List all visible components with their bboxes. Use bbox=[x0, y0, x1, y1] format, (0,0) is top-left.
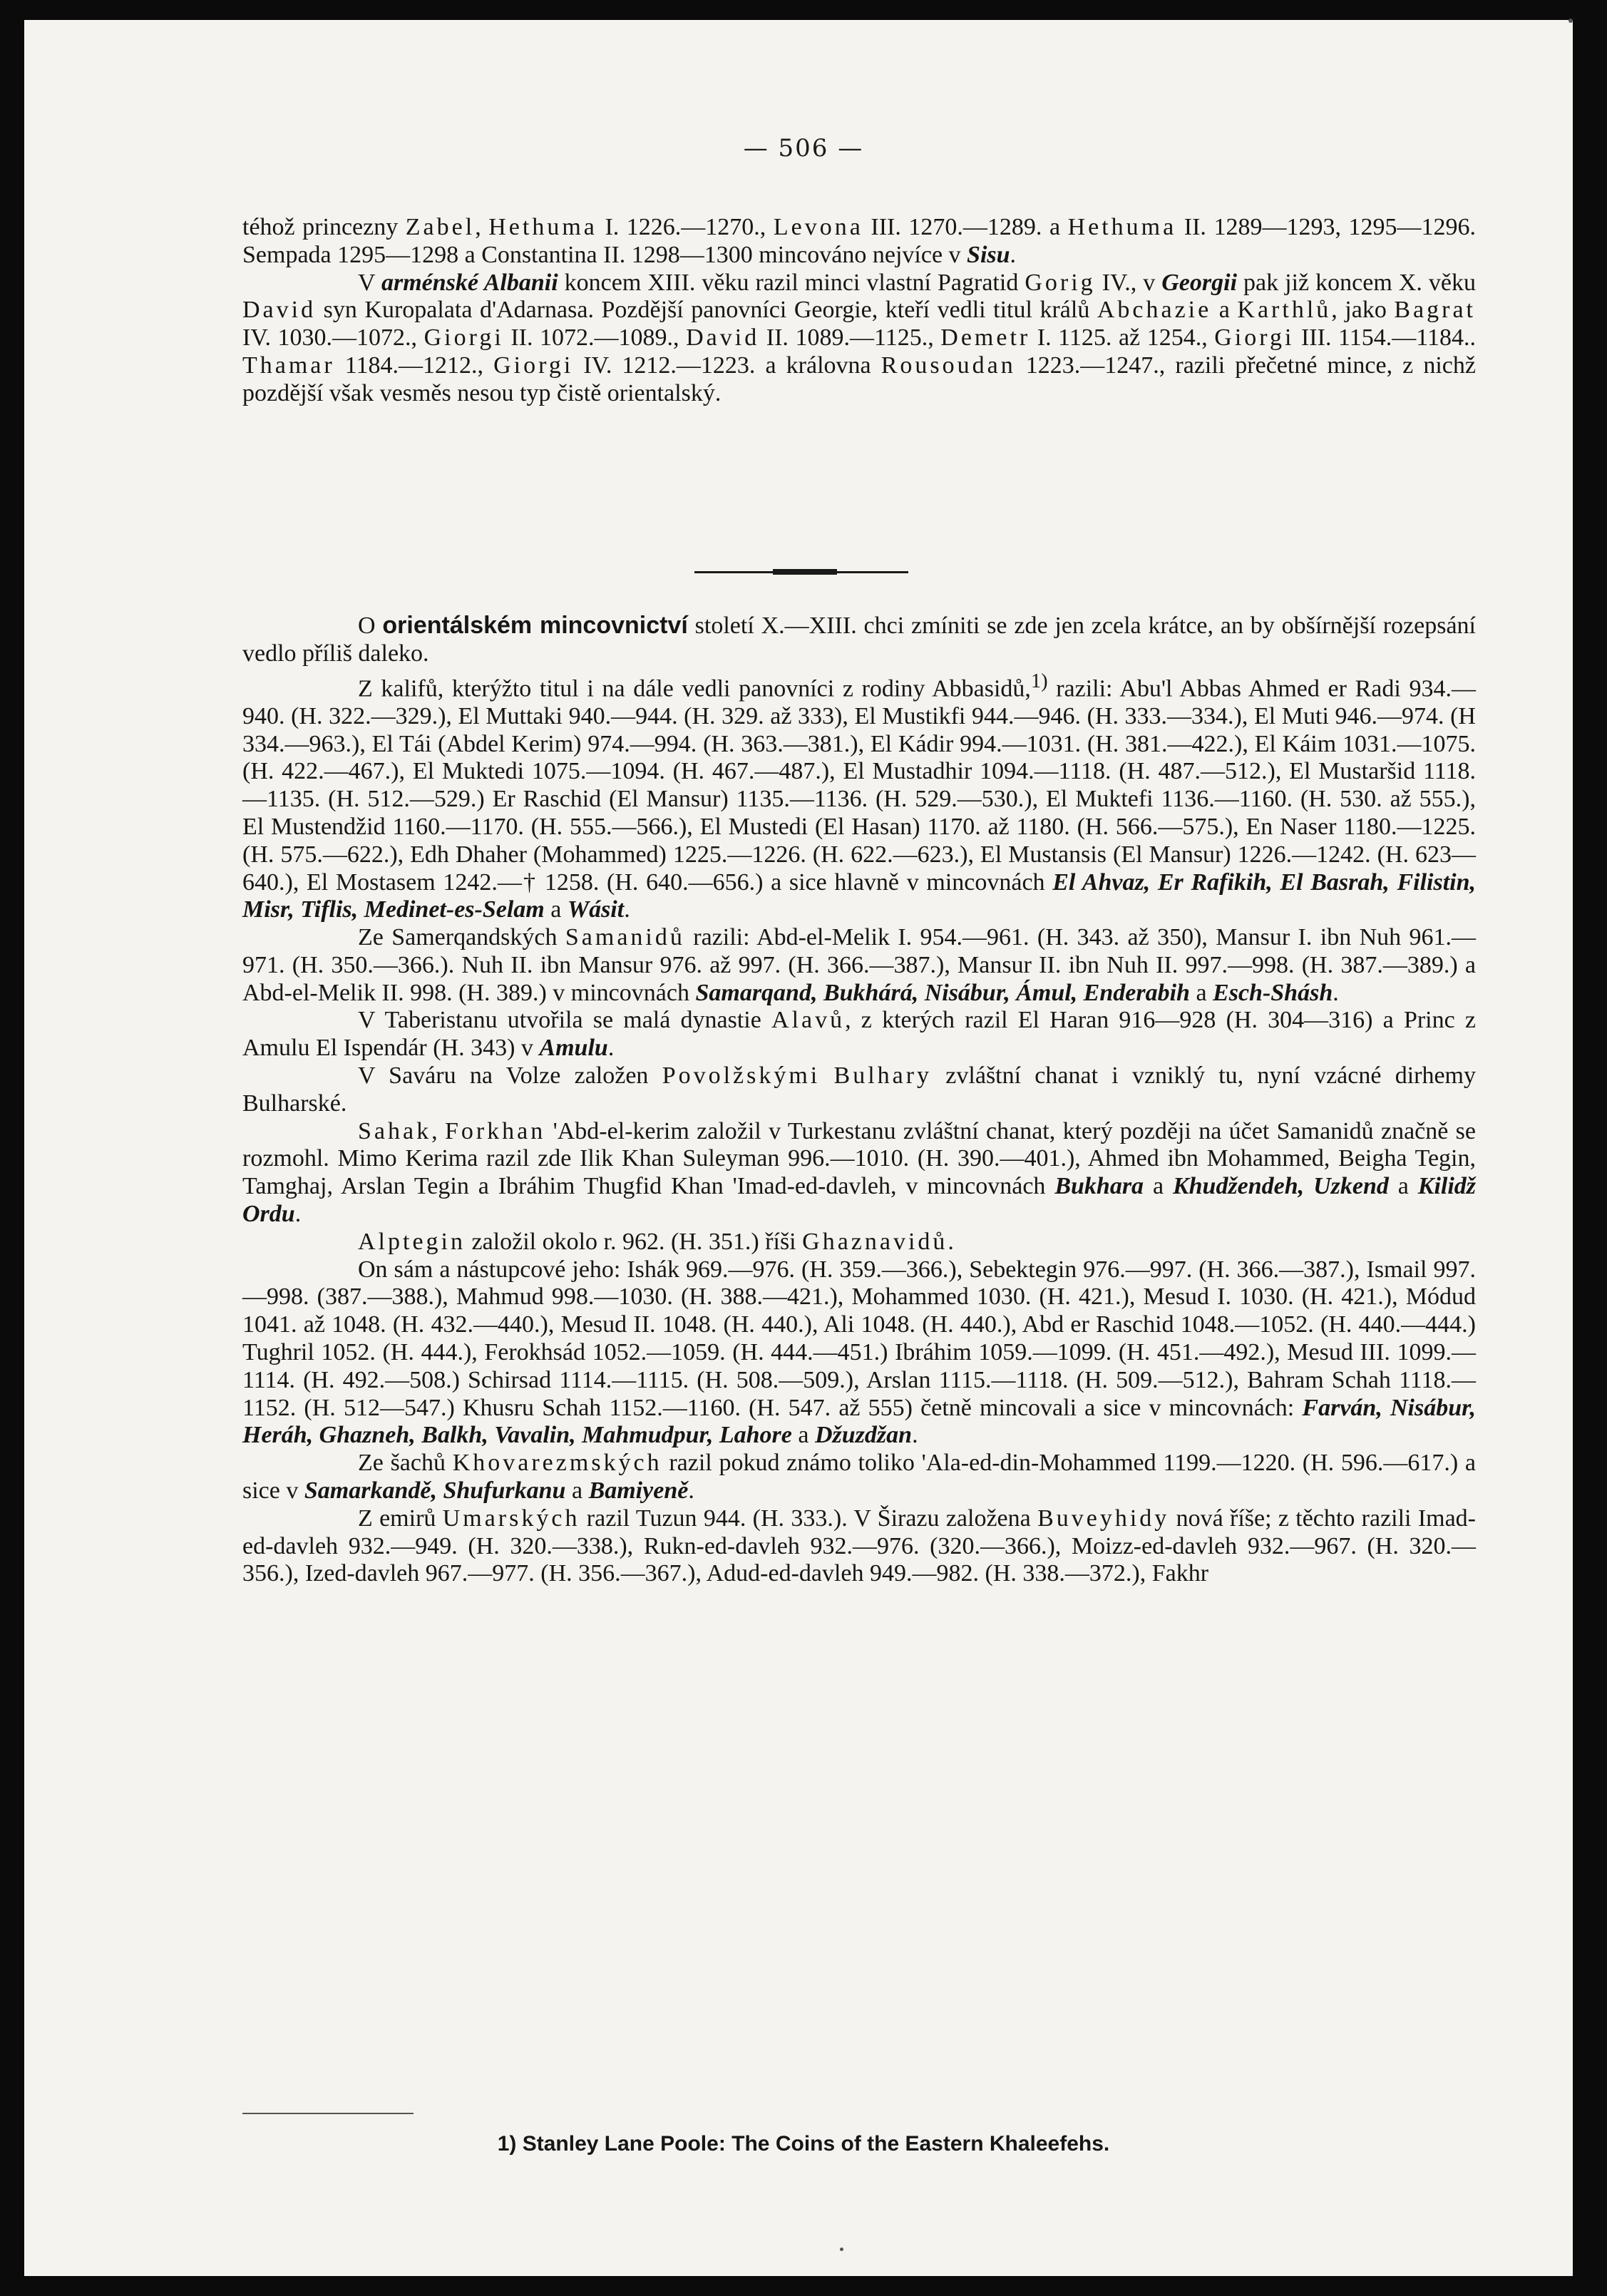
scan-edge-mark bbox=[1581, 114, 1596, 135]
samanid-paragraph: Ze Samerqandských Samanidů razili: Abd-el-Melik I. 954.—961. (H. 343. až 350), Mansur I. ibn Nuh 961.—971. (H. 350.—366.). Nuh II. ibn Mansur 976. až 997. (H. 366.—387.), Mansur II. ibn Nuh II. 997.—998. (H. 387.—389.) a Abd-el-Melik II. 998. (H. 389.) v mincovnách Samarqand, Bukhárá, Nisábur, Ámul, Enderabih a Esch-Shásh. bbox=[242, 924, 1477, 1006]
footnote-ref: 1) bbox=[1030, 670, 1048, 692]
page-number: — 506 — bbox=[743, 134, 864, 163]
khovarezm-paragraph: Ze šachů Khovarezmských razil pokud známo toliko 'Ala-ed-din-Mohammed 1199.—1220. (H. 596.—617.) a sice v Samarkandě, Shufurkanu a Bamiyeně. bbox=[242, 1450, 1477, 1505]
savar-paragraph: V Saváru na Volze založen Povolžskými Bulhary zvláštní chanat i vzniklý tu, nyní vzácné dirhemy Bulharské. bbox=[242, 1062, 1477, 1117]
alptegin-paragraph: Alptegin založil okolo r. 962. (H. 351.) říši Ghaznavidů. bbox=[358, 1228, 954, 1255]
ghazna-paragraph: On sám a nástupcové jeho: Ishák 969.—976. (H. 359.—366.), Sebektegin 976.—997. (H. 366.—387.), Ismail 997.—998. (387.—388.), Mahmud 998.—1030. (H. 388.—421.), Mohammed 1030. (H. 421.), Mesud I. 1030. (H. 421.), Módud 1041. až 1048. (H. 432.—440.), Mesud II. 1048. (H. 440.), Ali 1048. (H. 440.), Abd er Raschid 1048.—1052. (H. 440.—444.) Tughril 1052. (H. 444.), Ferokhsád 1052.—1059. (H. 444.—451.) Ibráhim 1059.—1099. (H. 451.—492.), Mesud III. 1099.—1114. (H. 492.—508.) Schirsad 1114.—1115. (H. 508.—509.), Arslan 1115.—1118. (H. 509.—512.), Bahram Schah 1118.—1152. (H. 512—547.) Khusru Schah 1152.—1160. (H. 547. až 555) četně mincovali a sice v mincovnách: Farván, Nisábur, Heráh, Ghazneh, Balkh, Vavalin, Mahmudpur, Lahore a Džuzdžan. bbox=[242, 1256, 1476, 1449]
lower-text-block bbox=[242, 612, 1476, 1588]
upper-text-block bbox=[242, 214, 1476, 408]
footnote-divider bbox=[242, 2113, 414, 2114]
paper-speck bbox=[840, 2248, 843, 2251]
umar-paragraph: Z emirů Umarských razil Tuzun 944. (H. 333.). V Širazu založena Buveyhidy nová říše; z těchto razili Imad-ed-davleh 932.—949. (H. 320.—338.), Rukn-ed-davleh 932.—976. (320.—366.), Moizz-ed-davleh 932.—967. (H. 320.—356.), Ized-davleh 967.—977. (H. 356.—367.), Adud-ed-davleh 949.—982. (H. 338.—372.), Fakhr bbox=[242, 1505, 1477, 1587]
turkestan-paragraph: Sahak, Forkhan 'Abd-el-kerim založil v Turkestanu zvláštní chanat, který později na účet Samanidů značně se rozmohl. Mimo Kerima razil zde Ilik Khan Suleyman 996.—1010. (H. 390.—401.), Ahmed ibn Mohammed, Beigha Tegin, Tamghaj, Arslan Tegin a Ibráhim Thugfid Khan 'Imad-ed-davleh, v mincovnách Bukhara a Khudžendeh, Uzkend a Kilidž Ordu. bbox=[242, 1117, 1477, 1228]
section-divider-accent bbox=[773, 569, 837, 575]
kalif-paragraph: Z kalifů, kterýžto titul i na dále vedli panovníci z rodiny Abbasidů,$^{1)}$ razili: Abu'l Abbas Ahmed er Radi 934.—940. (H. 322.—329.), El Muttaki 940.—944. (H. 329. až 333), El Mustikfi 944.—946. (H. 333.—334.), El Muti 946.—974. (H 334.—963.), El Tái (Abdel Kerim) 974.—994. (H. 363.—381.), El Kádir 994.—1031. (H. 381.—422.), El Káim 1031.—1075. (H. 422.—467.), El Muktedi 1075.—1094. (H. 467.—487.), El Mustadhir 1094.—1118. (H. 487.—512.), El Mustaršid 1118.—1135. (H. 512.—529.) Er Raschid (El Mansur) 1135.—1136. (H. 529.—530.), El Muktefi 1136.—1160. (H. 530. až 555.), El Mustendžid 1160.—1170. (H. 555.—566.), El Mustedi (El Hasan) 1170. až 1180. (H. 566.—575.), En Naser 1180.—1225. (H. 575.—622.), Edh Dhaher (Mohammed) 1225.—1226. (H. 622.—623.), El Mustansis (El Mansur) 1226.—1242. (H. 623—640.), El Mostasem 1242.—† 1258. (H. 640.—656.) a sice hlavně v mincovnách El Ahvaz, Er Rafikih, El Basrah, Filistin, Misr, Tiflis, Medinet-es-Selam a Wásit. bbox=[242, 670, 1476, 923]
taberistan-paragraph: V Taberistanu utvořila se malá dynastie Alavů, z kterých razil El Haran 916—928 (H. 304—316) a Princ z Amulu El Ispendár (H. 343) v Amulu. bbox=[242, 1007, 1476, 1062]
footnote: 1) Stanley Lane Poole: The Coins of the Eastern Khaleefehs. bbox=[497, 2132, 1110, 2156]
paper-speck bbox=[1569, 19, 1573, 23]
opening-paragraph: téhož princezny Zabel, Hethuma I. 1226.—1270., Levona III. 1270.—1289. a Hethuma II. 1289—1293, 1295—1296. Sempada 1295—1298 a Constantina II. 1298—1300 mincováno nejvíce v Sisu. bbox=[242, 214, 1477, 268]
armenia-paragraph: V arménské Albanii koncem XIII. věku razil minci vlastní Pagratid Gorig IV., v Georgii pak již koncem X. věku David syn Kuropalata d'Adarnasa. Pozdější panovníci Georgie, kteří vedli titul králů Abchazie a Karthlů, jako Bagrat IV. 1030.—1072., Giorgi II. 1072.—1089., David II. 1089.—1125., Demetr I. 1125. až 1254., Giorgi III. 1154.—1184.. Thamar 1184.—1212., Giorgi IV. 1212.—1223. a královna Rousoudan 1223.—1247., razili přečetné mince, z nichž pozdější však vesměs nesou typ čistě orientalský. bbox=[242, 269, 1477, 406]
oriental-paragraph: O orientálském mincovnictví století X.—XIII. chci zmíniti se zde jen zcela krátce, an by obšírnější rozepsání vedlo příliš daleko. bbox=[242, 612, 1476, 667]
